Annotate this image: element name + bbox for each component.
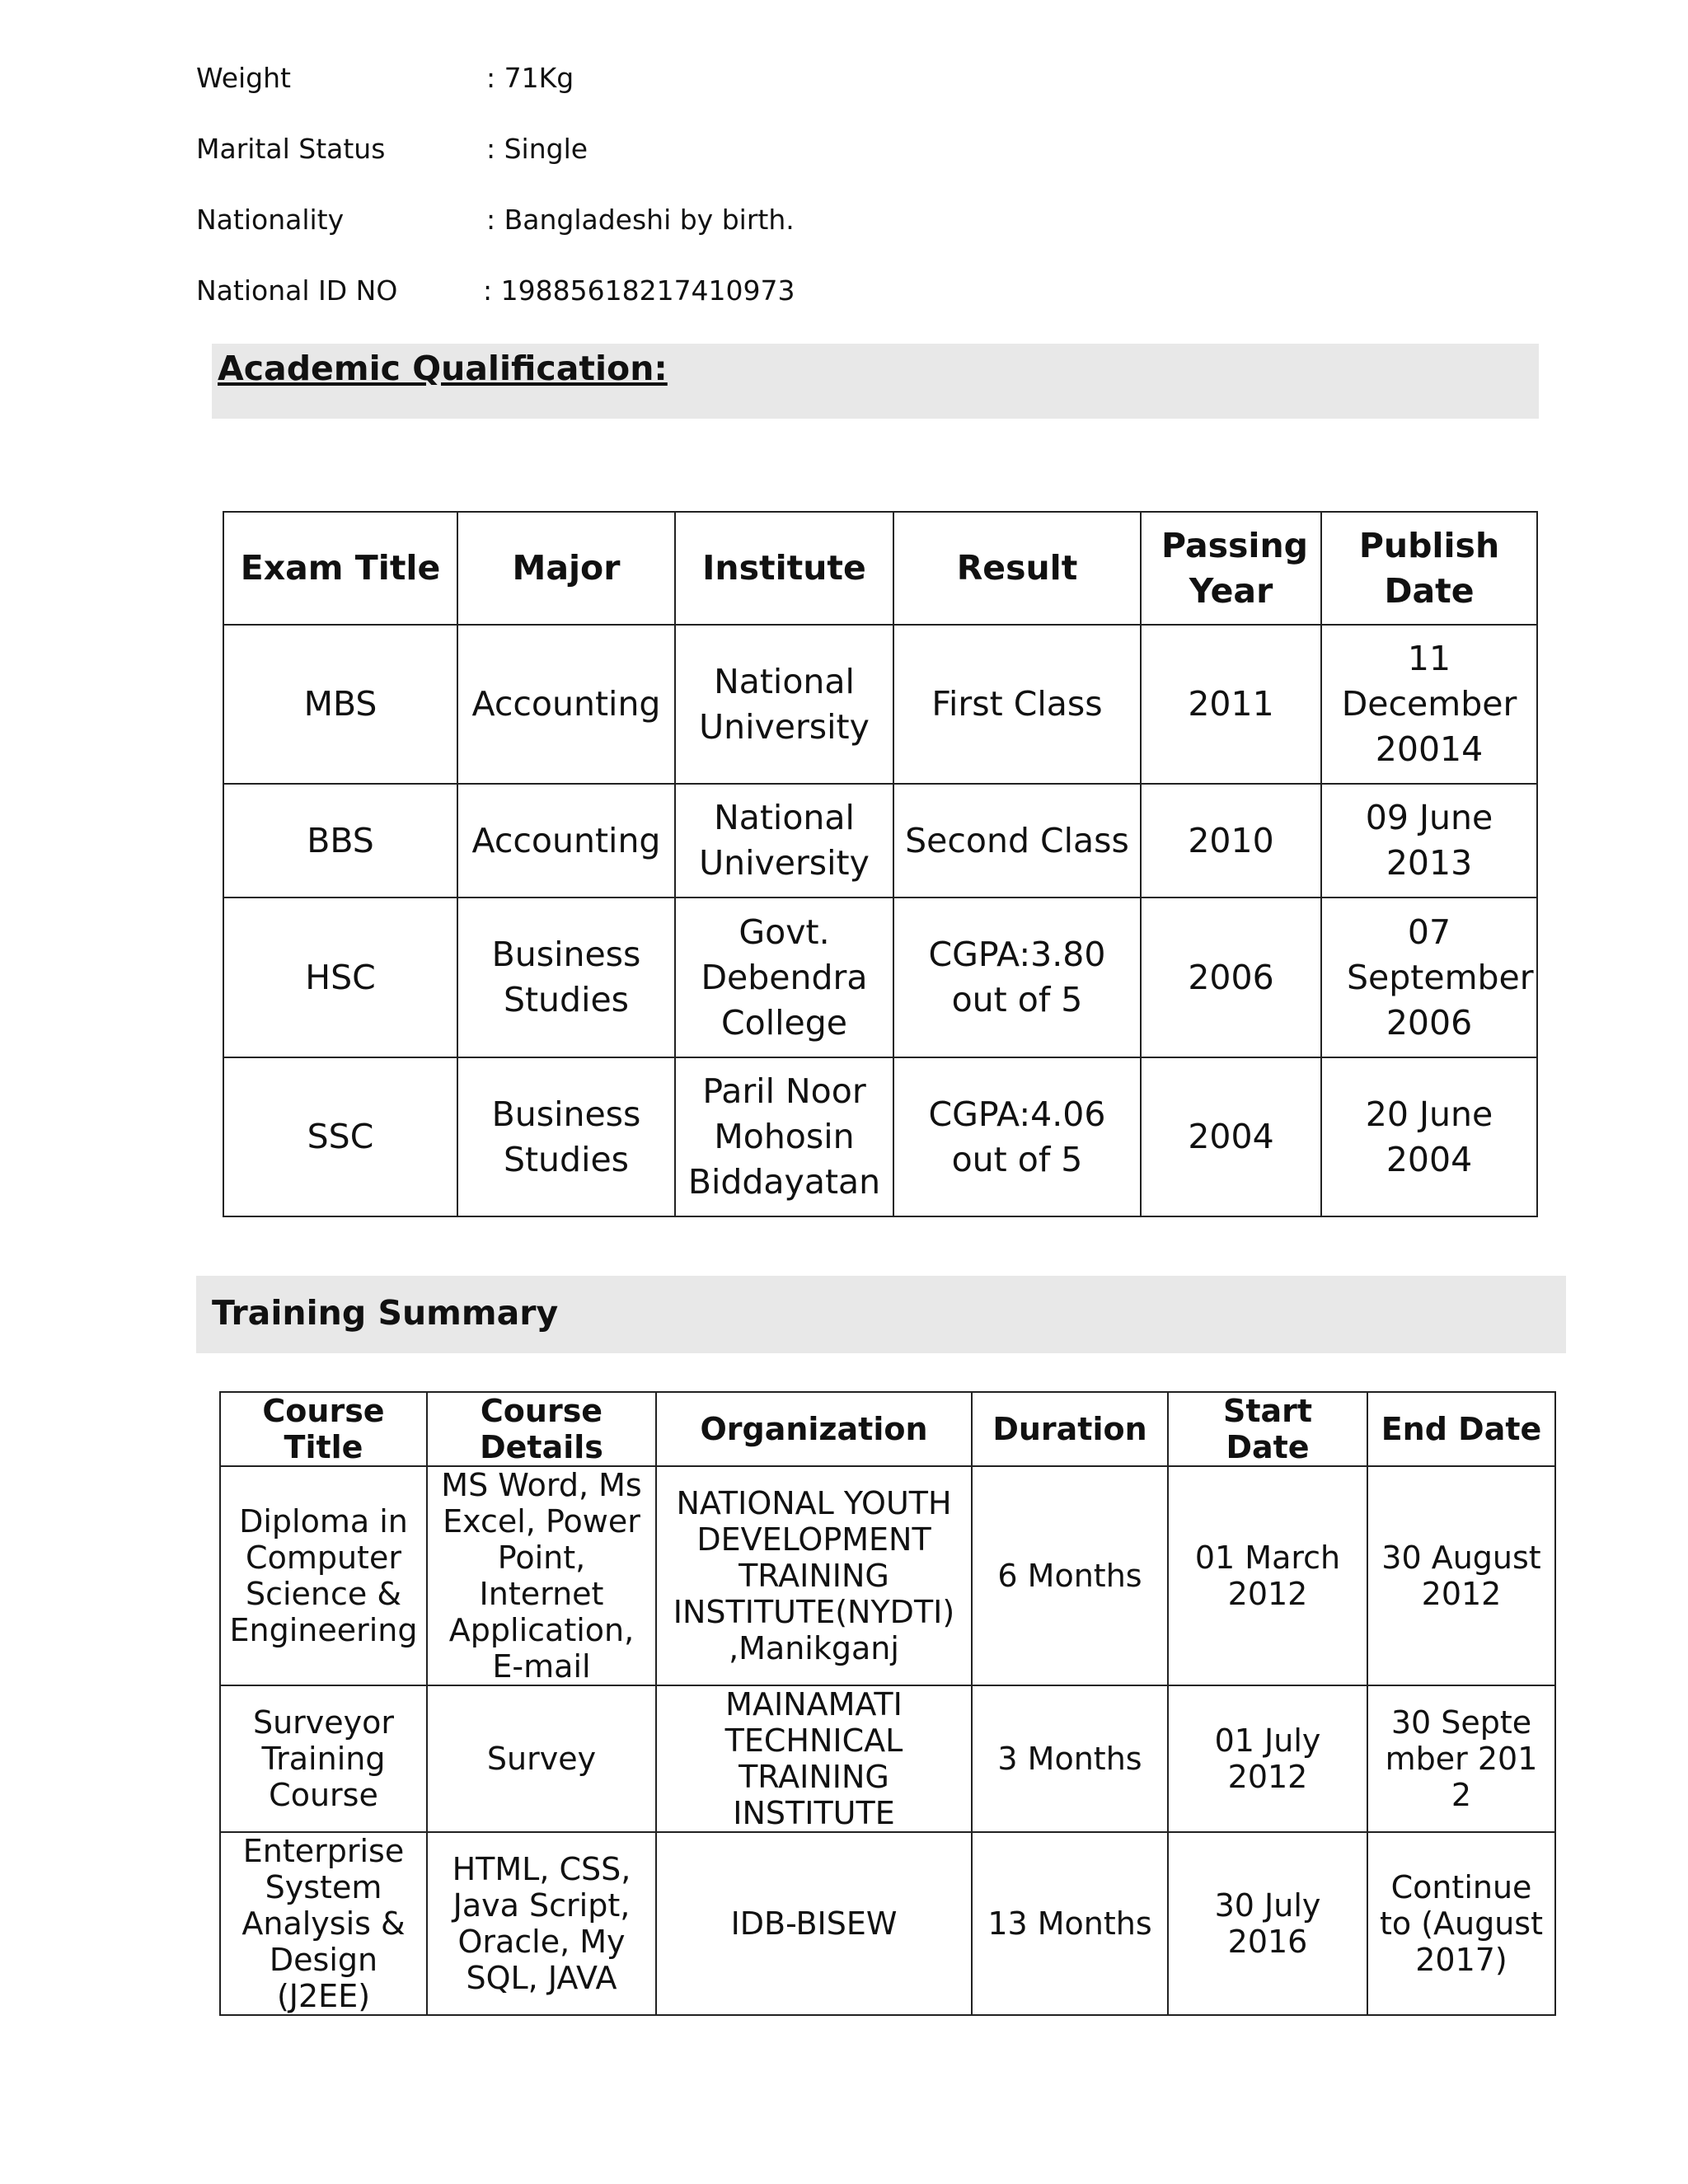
training-cell: 01 July 2012 <box>1168 1685 1367 1832</box>
academic-header-row <box>223 512 1537 625</box>
academic-header-result: Result <box>893 512 1141 625</box>
academic-cell: 09 June 2013 <box>1321 784 1537 898</box>
weight-label: Weight <box>196 62 291 94</box>
academic-cell: HSC <box>223 898 457 1057</box>
academic-cell: Accounting <box>457 625 675 784</box>
training-cell: 6 Months <box>972 1466 1168 1685</box>
training-cell: Survey <box>427 1685 656 1832</box>
academic-heading: Academic Qualification: <box>218 349 668 388</box>
training-table <box>219 1391 1556 2016</box>
academic-cell: Second Class <box>893 784 1141 898</box>
training-cell: HTML, CSS, Java Script, Oracle, My SQL, JAVA <box>427 1832 656 2015</box>
nationality-label: Nationality <box>196 204 345 236</box>
academic-cell: 2006 <box>1141 898 1321 1057</box>
training-cell: 13 Months <box>972 1832 1168 2015</box>
academic-cell: 07 September 2006 <box>1321 898 1537 1057</box>
national-id-label: National ID NO <box>196 274 398 307</box>
training-cell: IDB-BISEW <box>656 1832 972 2015</box>
marital-status-value: : Single <box>486 133 588 165</box>
training-cell: 30 August 2012 <box>1367 1466 1555 1685</box>
training-cell: 3 Months <box>972 1685 1168 1832</box>
academic-cell: CGPA:3.80 out of 5 <box>893 898 1141 1057</box>
weight-value: : 71Kg <box>486 62 574 94</box>
academic-cell: First Class <box>893 625 1141 784</box>
training-cell: Enterprise System Analysis & Design (J2EE) <box>220 1832 427 2015</box>
academic-header-publish-date: Publish Date <box>1321 512 1537 625</box>
nationality-value: : Bangladeshi by birth. <box>486 204 795 236</box>
training-cell: MS Word, Ms Excel, Power Point, Internet Application, E-mail <box>427 1466 656 1685</box>
training-cell: MAINAMATI TECHNICAL TRAINING INSTITUTE <box>656 1685 972 1832</box>
training-cell: 30 September 2012 <box>1367 1685 1555 1832</box>
training-row <box>220 1466 1555 1685</box>
training-cell: Continue to (August 2017) <box>1367 1832 1555 2015</box>
academic-header-exam-title: Exam Title <box>223 512 457 625</box>
training-header-duration: Duration <box>972 1392 1168 1466</box>
marital-status-label: Marital Status <box>196 133 386 165</box>
academic-cell: 2011 <box>1141 625 1321 784</box>
training-heading: Training Summary <box>212 1293 559 1333</box>
national-id-value: : 19885618217410973 <box>483 274 795 307</box>
training-header-course-title: Course Title <box>220 1392 427 1466</box>
academic-cell: National University <box>675 784 893 898</box>
academic-cell: 2004 <box>1141 1057 1321 1216</box>
academic-cell: 20 June 2004 <box>1321 1057 1537 1216</box>
academic-cell: Business Studies <box>457 898 675 1057</box>
training-cell: 01 March 2012 <box>1168 1466 1367 1685</box>
academic-cell: 11 December 20014 <box>1321 625 1537 784</box>
academic-cell: Paril Noor Mohosin Biddayatan <box>675 1057 893 1216</box>
training-cell: Surveyor Training Course <box>220 1685 427 1832</box>
training-row <box>220 1832 1555 2015</box>
training-row <box>220 1685 1555 1832</box>
training-header-start-date: Start Date <box>1168 1392 1367 1466</box>
academic-row <box>223 784 1537 898</box>
academic-cell: Business Studies <box>457 1057 675 1216</box>
academic-cell: SSC <box>223 1057 457 1216</box>
training-cell: 30 July 2016 <box>1168 1832 1367 2015</box>
academic-header-passing-year: Passing Year <box>1141 512 1321 625</box>
training-header-end-date: End Date <box>1367 1392 1555 1466</box>
academic-table <box>223 511 1538 1217</box>
academic-row <box>223 625 1537 784</box>
training-header-organization: Organization <box>656 1392 972 1466</box>
academic-cell: Govt. Debendra College <box>675 898 893 1057</box>
academic-cell: 2010 <box>1141 784 1321 898</box>
academic-cell: MBS <box>223 625 457 784</box>
training-cell: Diploma in Computer Science & Engineering <box>220 1466 427 1685</box>
academic-cell: National University <box>675 625 893 784</box>
training-header-row <box>220 1392 1555 1466</box>
training-cell: NATIONAL YOUTH DEVELOPMENT TRAINING INSTITUTE(NYDTI) ,Manikganj <box>656 1466 972 1685</box>
academic-row <box>223 1057 1537 1216</box>
academic-header-major: Major <box>457 512 675 625</box>
academic-cell: BBS <box>223 784 457 898</box>
training-header-course-details: Course Details <box>427 1392 656 1466</box>
academic-row <box>223 898 1537 1057</box>
academic-cell: Accounting <box>457 784 675 898</box>
academic-header-institute: Institute <box>675 512 893 625</box>
academic-cell: CGPA:4.06 out of 5 <box>893 1057 1141 1216</box>
